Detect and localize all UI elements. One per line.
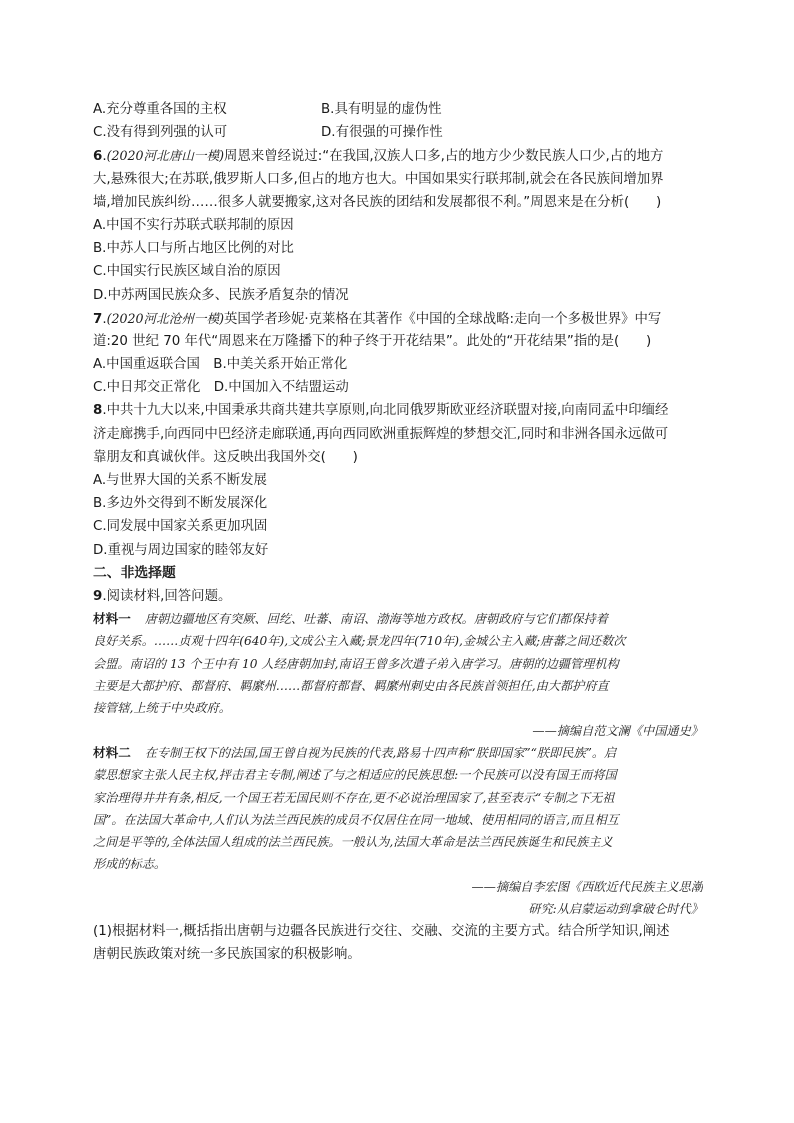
material2-line-3: 家治理得井井有条,相反,一个国王若无国民则不存在,更不必说治理国家了,甚至表示“专制之下无祖 <box>93 790 615 805</box>
q7-stem-line-1: 7.(2020河北沧州一模)英国学者珍妮·克莱格在其著作《中国的全球战略:走向一个多极世界》中写 <box>93 310 662 327</box>
q6-source: (2020河北唐山一模) <box>106 148 225 164</box>
q8-number: 8 <box>93 403 103 419</box>
material1-label: 材料一 <box>93 611 131 627</box>
q5-option-a: A.充分尊重各国的主权 <box>93 102 227 117</box>
material2-source-2: 研究:从启蒙运动到拿破仑时代》 <box>528 901 703 916</box>
q7-options-row-2: C.中日邦交正常化 D.中国加入不结盟运动 <box>93 380 349 396</box>
q8-stem-text-1: 中共十九大以来,中国秉承共商共建共享原则,向北同俄罗斯欧亚经济联盟对接,向南同孟中印缅经 <box>106 403 669 419</box>
q6-stem-line-2: 大,悬殊很大;在苏联,俄罗斯人口多,但占的地方也大。中国如果实行联邦制,就会在各民族间增加界 <box>93 171 664 187</box>
q6-number: 6 <box>93 149 103 165</box>
material1-source: ——摘编自范文澜《中国通史》 <box>532 723 703 738</box>
q8-stem-line-3: 靠朋友和真诚伙伴。这反映出我国外交( ) <box>93 449 358 465</box>
q7-stem-text-1: 英国学者珍妮·克莱格在其著作《中国的全球战略:走向一个多极世界》中写 <box>224 311 662 327</box>
q5-option-b: B.具有明显的虚伪性 <box>321 102 442 117</box>
material1-line-2: 良好关系。……贞观十四年(640年),文成公主入藏;景龙四年(710年),金城公主入藏;唐蕃之间还数次 <box>93 634 626 649</box>
material2-text-1: 在专制王权下的法国,国王曾自视为民族的代表,路易十四声称“朕即国家”“朕即民族”。启 <box>144 745 617 760</box>
q6-stem-line-3: 墙,增加民族纠纷……很多人就要搬家,这对各民族的团结和发展都很不利。”周恩来是在分析( ) <box>93 194 662 210</box>
q7-stem-line-2: 道:20 世纪 70 年代“周恩来在万隆播下的种子终于开花结果”。此处的“开花结果”指的是( ) <box>93 333 652 349</box>
section-heading: 二、非选择题 <box>93 564 176 581</box>
q7-source: (2020河北沧州一模) <box>106 310 225 326</box>
material1-text-1: 唐朝边疆地区有突厥、回纥、吐蕃、南诏、渤海等地方政权。唐朝政府与它们都保持着 <box>144 612 608 627</box>
exam-page <box>93 98 703 967</box>
material2-line-2: 蒙思想家主张人民主权,抨击君主专制,阐述了与之相适应的民族思想:一个民族可以没有国王而将国 <box>93 768 617 783</box>
material1-line-3: 会盟。南诏的 13 个王中有 10 人经唐朝加封,南诏王曾多次遣子弟入唐学习。唐朝的边疆管理机构 <box>93 656 619 671</box>
q5-option-c: C.没有得到列强的认可 <box>93 125 228 141</box>
q8-option-c: C.同发展中国家关系更加巩固 <box>93 519 268 535</box>
q6-stem-line-1: 6.(2020河北唐山一模)周恩来曾经说过:“在我国,汉族人口多,占的地方少少数民族人口少,占的地方 <box>93 148 664 165</box>
material2-line-1 <box>93 742 703 764</box>
q6-option-b: B.中苏人口与所占地区比例的对比 <box>93 241 294 257</box>
q6-stem-text-1: 周恩来曾经说过:“在我国,汉族人口多,占的地方少少数民族人口少,占的地方 <box>224 149 664 165</box>
q9-sub1-line-2: 唐朝民族政策对统一多民族国家的积极影响。 <box>93 947 361 963</box>
material2-line-4: 国”。在法国大革命中,人们认为法兰西民族的成员不仅居住在同一地域、使用相同的语言,而且相互 <box>93 812 619 827</box>
material2-line-6: 形成的标志。 <box>93 857 167 872</box>
q5-option-d: D.有很强的可操作性 <box>321 125 443 141</box>
q9-stem-text: .阅读材料,回答问题。 <box>102 588 232 604</box>
material2-line-5: 之间是平等的,全体法国人组成的法兰西民族。一般认为,法国大革命是法兰西民族诞生和民族主义 <box>93 835 613 850</box>
q5-options-row-2 <box>93 121 703 144</box>
q8-option-d: D.重视与周边国家的睦邻友好 <box>93 542 269 558</box>
material2-label: 材料二 <box>93 744 131 760</box>
q8-stem-line-1: 8.中共十九大以来,中国秉承共商共建共享原则,向北同俄罗斯欧亚经济联盟对接,向南同孟中印缅经 <box>93 403 669 419</box>
q8-option-b: B.多边外交得到不断发展深化 <box>93 496 268 512</box>
q8-option-a: A.与世界大国的关系不断发展 <box>93 473 267 488</box>
q6-option-a: A.中国不实行苏联式联邦制的原因 <box>93 217 294 233</box>
q5-options-row-1 <box>93 98 703 121</box>
material2-source-1: ——摘编自李宏图《西欧近代民族主义思潮 <box>471 879 703 894</box>
q9-number: 9 <box>93 588 103 604</box>
material1-line-5: 接管辖,上统于中央政府。 <box>93 701 231 716</box>
material1-line-1 <box>93 608 703 630</box>
q9-stem <box>93 585 703 608</box>
q6-option-c: C.中国实行民族区域自治的原因 <box>93 264 281 280</box>
q6-option-d: D.中苏两国民族众多、民族矛盾复杂的情况 <box>93 287 349 303</box>
q7-options-row-1: A.中国重返联合国 B.中美关系开始正常化 <box>93 357 348 373</box>
q9-sub1-line-1: (1)根据材料一,概括指出唐朝与边疆各民族进行交往、交融、交流的主要方式。结合所学知识,阐述 <box>93 924 670 940</box>
material1-line-4: 主要是大都护府、都督府、羁縻州……都督府都督、羁縻州刺史由各民族首领担任,由大都护府直 <box>93 679 609 694</box>
q8-stem-line-2: 济走廊携手,向西同中巴经济走廊联通,再向西同欧洲重振辉煌的梦想交汇,同时和非洲各国永远做可 <box>93 426 669 442</box>
q7-number: 7 <box>93 311 103 327</box>
